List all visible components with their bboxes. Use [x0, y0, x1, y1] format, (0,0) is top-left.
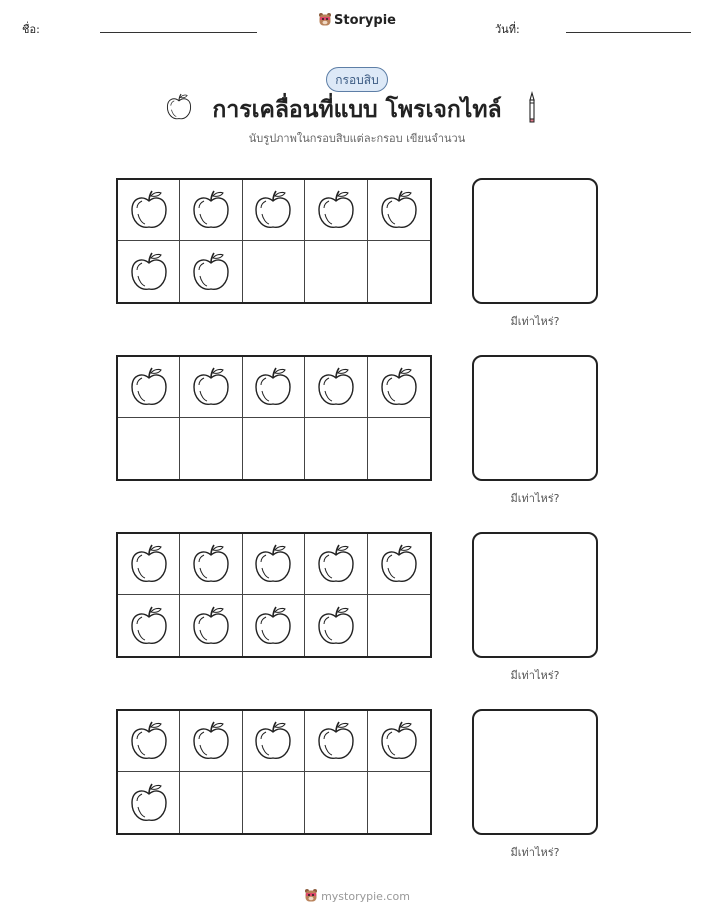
ten-frame-cell	[368, 711, 430, 772]
ten-frame-cell	[368, 534, 430, 595]
apple-icon	[316, 604, 356, 648]
ten-frame-cell	[368, 357, 430, 418]
answer-label: มีเท่าไหร่?	[510, 669, 560, 682]
instructions: นับรูปภาพในกรอบสิบแต่ละกรอบ เขียนจำนวน	[248, 132, 466, 145]
ten-frame-cell	[243, 357, 305, 418]
apple-icon	[316, 542, 356, 586]
apple-icon	[253, 542, 293, 586]
ten-frame-cell	[180, 534, 242, 595]
ten-frame-cell	[243, 711, 305, 772]
apple-icon	[316, 188, 356, 232]
ten-frame	[116, 355, 432, 481]
apple-icon	[379, 542, 419, 586]
apple-icon	[253, 188, 293, 232]
date-line[interactable]	[566, 32, 691, 33]
apple-icon	[191, 719, 231, 763]
answer-box[interactable]	[472, 532, 598, 658]
ten-frame	[116, 709, 432, 835]
apple-icon	[129, 781, 169, 825]
apple-icon	[316, 719, 356, 763]
footer-url[interactable]: mystorypie.com	[321, 890, 410, 903]
bear-logo-icon	[318, 12, 332, 27]
ten-frame-cell	[243, 534, 305, 595]
ten-frame-cell	[180, 418, 242, 479]
pencil-icon	[522, 90, 542, 124]
ten-frame-cell	[118, 418, 180, 479]
ten-frame-cell	[180, 711, 242, 772]
apple-icon	[129, 719, 169, 763]
answer-label: มีเท่าไหร่?	[510, 846, 560, 859]
ten-frame-cell	[118, 534, 180, 595]
answer-box[interactable]	[472, 355, 598, 481]
apple-icon	[191, 250, 231, 294]
apple-icon	[129, 188, 169, 232]
footer	[0, 888, 714, 903]
ten-frame-cell	[243, 595, 305, 656]
ten-frame-cell	[180, 357, 242, 418]
ten-frame-cell	[180, 595, 242, 656]
ten-frame-cell	[118, 711, 180, 772]
ten-frame-cell	[305, 711, 367, 772]
category-badge: กรอบสิบ	[326, 67, 388, 92]
ten-frame-cell	[118, 772, 180, 833]
ten-frame-cell	[243, 418, 305, 479]
ten-frame-cell	[243, 772, 305, 833]
ten-frame-cell	[368, 595, 430, 656]
ten-frame-cell	[180, 241, 242, 302]
apple-icon	[316, 365, 356, 409]
apple-icon	[253, 365, 293, 409]
ten-frame-cell	[243, 180, 305, 241]
apple-icon	[129, 365, 169, 409]
bear-logo-icon	[304, 888, 318, 903]
ten-frame-cell	[368, 180, 430, 241]
ten-frame-cell	[305, 180, 367, 241]
name-line[interactable]	[100, 32, 257, 33]
ten-frame-cell	[368, 772, 430, 833]
apple-icon	[379, 188, 419, 232]
apple-icon	[253, 719, 293, 763]
name-label: ชื่อ:	[22, 23, 40, 36]
apple-icon	[191, 188, 231, 232]
ten-frame-cell	[305, 772, 367, 833]
ten-frame-cell	[368, 241, 430, 302]
apple-icon	[129, 250, 169, 294]
apple-icon	[129, 542, 169, 586]
ten-frame-cell	[305, 357, 367, 418]
apple-icon	[379, 719, 419, 763]
ten-frame	[116, 178, 432, 304]
ten-frame-cell	[305, 418, 367, 479]
apple-icon	[253, 604, 293, 648]
brand	[0, 12, 714, 28]
answer-label: มีเท่าไหร่?	[510, 492, 560, 505]
brand-name: Storypie	[334, 13, 396, 28]
apple-icon	[129, 604, 169, 648]
ten-frame-cell	[243, 241, 305, 302]
answer-box[interactable]	[472, 709, 598, 835]
answer-box[interactable]	[472, 178, 598, 304]
apple-icon	[379, 365, 419, 409]
apple-icon	[191, 365, 231, 409]
ten-frame	[116, 532, 432, 658]
ten-frame-cell	[118, 595, 180, 656]
ten-frame-cell	[305, 534, 367, 595]
ten-frame-cell	[305, 241, 367, 302]
ten-frame-cell	[180, 772, 242, 833]
apple-icon	[191, 604, 231, 648]
ten-frame-cell	[368, 418, 430, 479]
ten-frame-cell	[118, 241, 180, 302]
ten-frame-cell	[180, 180, 242, 241]
ten-frame-cell	[305, 595, 367, 656]
answer-label: มีเท่าไหร่?	[510, 315, 560, 328]
apple-icon	[191, 542, 231, 586]
date-label: วันที่:	[495, 23, 520, 36]
page-title: การเคลื่อนที่แบบ โพรเจกไทล์	[212, 97, 502, 123]
ten-frame-cell	[118, 357, 180, 418]
ten-frame-cell	[118, 180, 180, 241]
